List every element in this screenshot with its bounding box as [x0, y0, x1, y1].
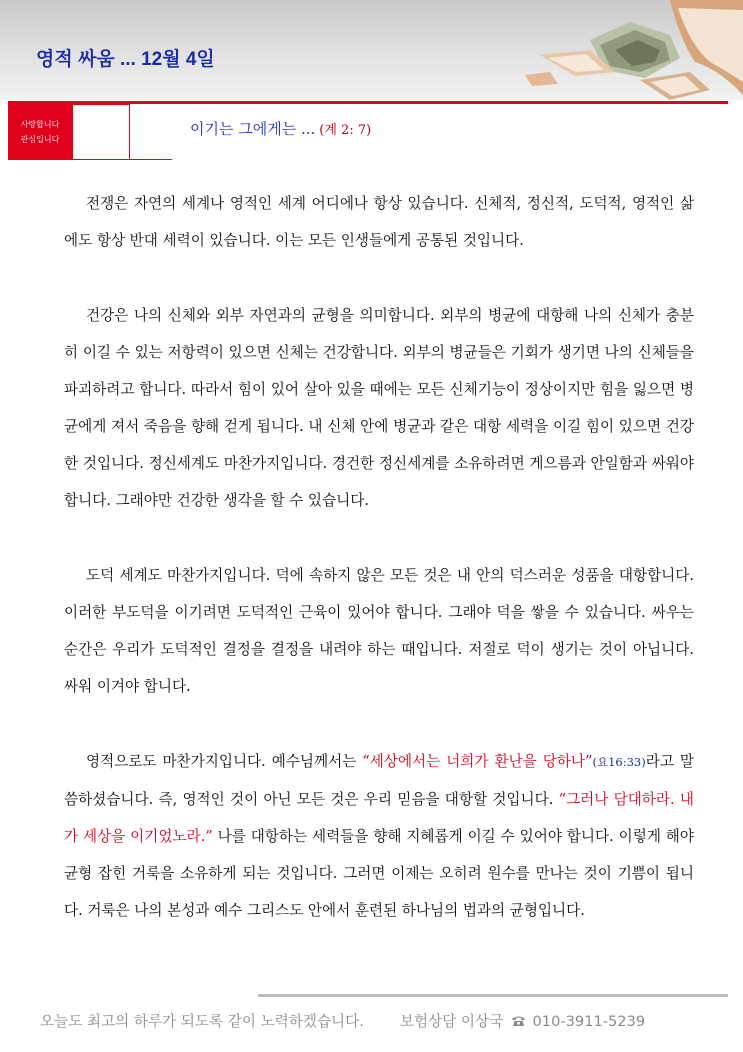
- side-badge-line1: 사랑합니다: [20, 120, 60, 129]
- footer-slogan: 오늘도 최고의 하루가 되도록 같이 노력하겠습니다.: [40, 1013, 364, 1030]
- quote-1: “세상에서는 너희가 환난을 당하나”: [362, 753, 593, 770]
- paragraph-3: 도덕 세계도 마찬가지입니다. 덕에 속하지 않은 모든 것은 내 안의 덕스러운 성품을 대항합니다. 이러한 부도덕을 이기려면 도덕적인 근육이 있어야 합니다. 그래야 덕을 쌓을 수 있습니다. 싸우는 순간은 우리가 도덕적인 결정을 결정을 내려야 하는 때입니다. 저절로 덕이 생기는 것이 아닙니다. 싸워 이겨야 합니다.: [64, 567, 694, 695]
- header-band: [0, 0, 743, 100]
- side-badge: [8, 104, 72, 160]
- footer-contact-label: 보험상담 이상국: [399, 1013, 504, 1030]
- paragraph-4-part-a: 영적으로도 마찬가지입니다. 예수님께서는: [86, 753, 363, 770]
- paragraph-4-part-c: 나를 대항하는 세력들을 향해 지혜롭게 이길 수 있어야 합니다. 이렇게 해야 균형 잡힌 거룩을 소유하게 되는 것입니다. 그러면 이제는 오히려 원수를 만나는 것이 기쁨이 됩니다. 거룩은 나의 본성과 예수 그리스도 안에서 훈련된 하나님의 법과의 균형입니다.: [64, 828, 694, 919]
- paragraph-2: 건강은 나의 신체와 외부 자연과의 균형을 의미합니다. 외부의 병균에 대항해 나의 신체가 충분히 이길 수 있는 저항력이 있으면 신체는 건강합니다. 외부의 병균들은 기회가 생기면 나의 신체들을 파괴하려고 합니다. 따라서 힘이 있어 살아 있을 때에는 모든 신체기능이 정상이지만 힘을 잃으면 병균에게 져서 죽음을 향해 걷게 됩니다. 내 신체 안에 병균과 같은 대항 세력을 이길 힘이 있으면 건강한 것입니다. 정신세계도 마찬가지입니다. 경건한 정신세계를 소유하려면 게으름과 안일함과 싸워야 합니다. 그래야만 건강한 생각을 할 수 있습니다.: [64, 307, 694, 509]
- side-badge-blank-box: [72, 104, 130, 160]
- subtitle-ref: (계 2: 7): [319, 123, 372, 138]
- page-title: 영적 싸움 ... 12월 4일: [36, 49, 215, 70]
- paragraph-4-part-b: 라고 말씀하셨습니다. 즉, 영적인 것이 아닌 모든 것은 우리 믿음을 대항할 것입니다.: [64, 753, 694, 808]
- paragraph-4: [64, 743, 694, 929]
- subtitle-text: 이기는 그에게는 ...: [190, 120, 316, 138]
- broken-eggshell-money-image: [520, 0, 743, 110]
- quote-2: “그러나 담대하라. 내가 세상을 이기었노라.”: [64, 791, 694, 845]
- article-body: [64, 185, 694, 929]
- subtitle: [190, 118, 371, 139]
- quote-1-ref: (요16:33): [592, 755, 646, 769]
- paragraph-1: 전쟁은 자연의 세계나 영적인 세계 어디에나 항상 있습니다. 신체적, 정신적, 도덕적, 영적인 삶에도 항상 반대 세력이 있습니다. 이는 모든 인생들에게 공통된 것입니다.: [64, 195, 694, 249]
- footer: [40, 1010, 645, 1031]
- footer-rule: [258, 994, 728, 997]
- phone-icon: [511, 1015, 526, 1027]
- footer-phone: 010-3911-5239: [532, 1013, 646, 1030]
- side-rule: [130, 104, 172, 160]
- side-badge-line2: 관심입니다: [20, 135, 60, 144]
